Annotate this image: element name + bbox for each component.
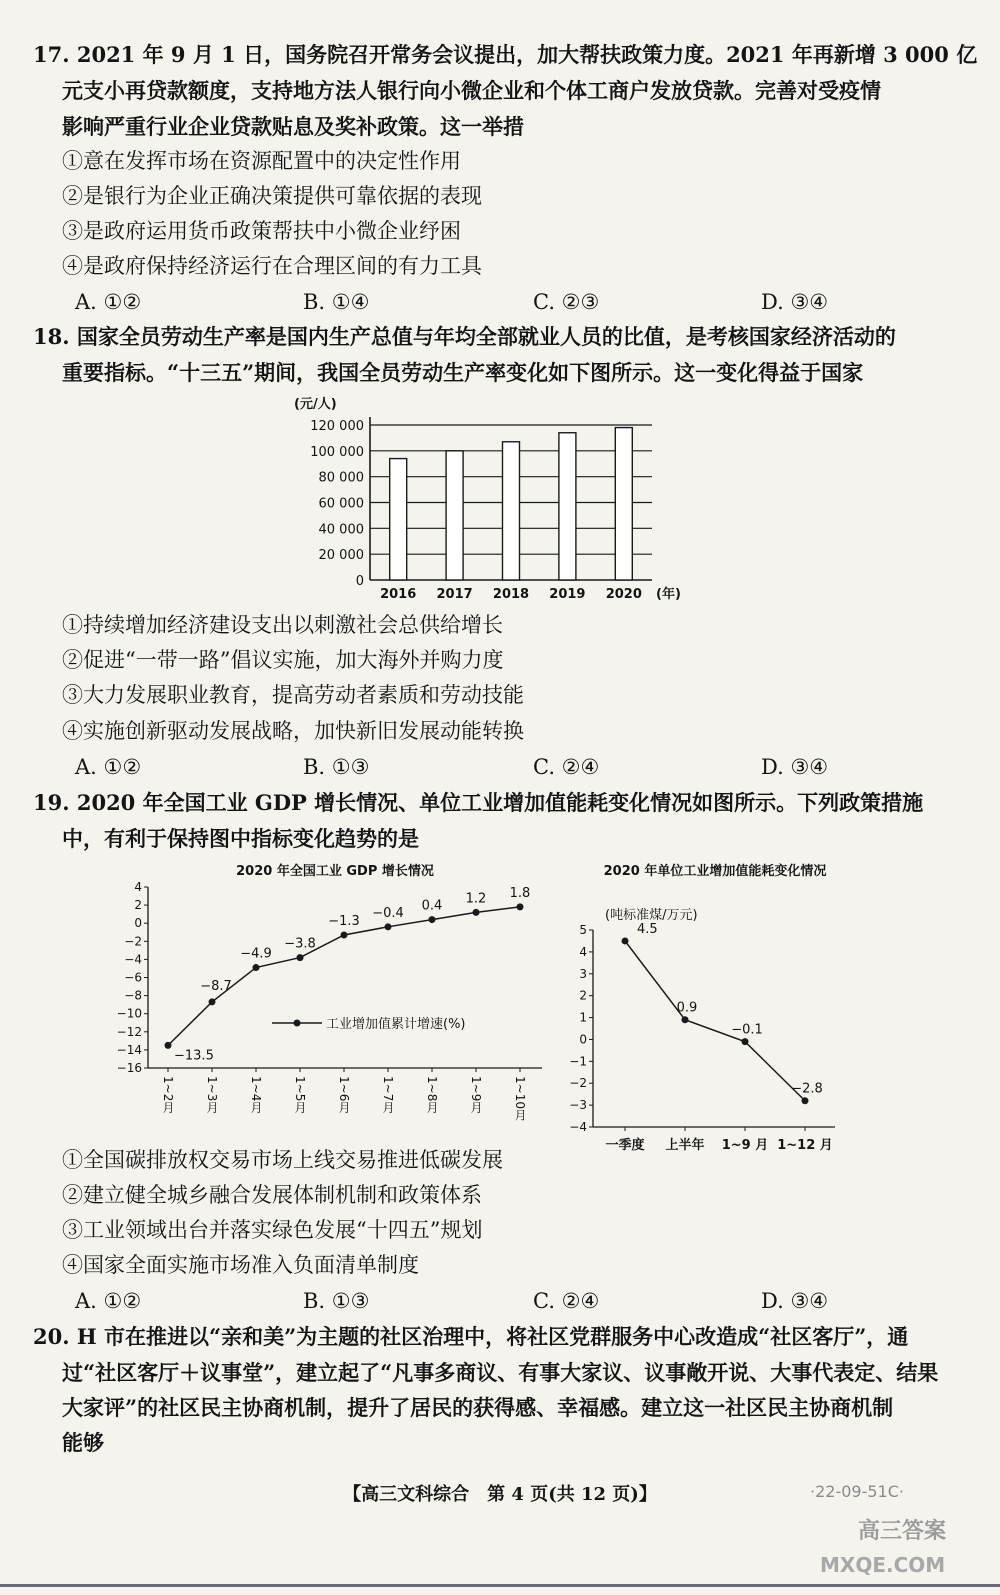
energy-consumption-line-chart <box>565 855 885 1153</box>
exam-code: ·22-09-51C· <box>810 1482 904 1501</box>
gdp-data-label: 1.8 <box>509 885 531 901</box>
y-tick-label: 100 000 <box>310 444 364 460</box>
y-tick-label: −8 <box>124 988 142 1003</box>
y-tick-label: 4 <box>579 944 587 959</box>
q18-options <box>75 752 865 782</box>
x-axis-unit-label: (年) <box>656 587 681 602</box>
energy-data-label: −2.8 <box>791 1081 823 1097</box>
x-tick-label: 2019 <box>549 587 586 602</box>
x-tick-label: 1~4月 <box>249 1076 263 1114</box>
q19-item-3: ③工业领域出台并落实绿色发展“十四五”规划 <box>62 1218 483 1242</box>
q20-stem-line-1: 20. H 市在推进以“亲和美”为主题的社区治理中，将社区党群服务中心改造成“社区客厅”，通 <box>33 1324 909 1349</box>
x-tick-label: 2016 <box>380 587 417 602</box>
q17-stem-line-3: 影响严重行业企业贷款贴息及奖补政策。这一举措 <box>62 114 524 139</box>
y-tick-label: −14 <box>116 1042 142 1057</box>
bar-2019 <box>559 433 576 580</box>
x-tick-label: 2017 <box>436 587 473 602</box>
gdp-data-label: −13.5 <box>174 1048 214 1064</box>
y-axis-unit-label: (吨标准煤/万元) <box>605 908 698 923</box>
q20-stem-line-3: 大家评”的社区民主协商机制，提升了居民的获得感、幸福感。建立这一社区民主协商机制 <box>62 1395 894 1420</box>
x-tick-label: 1~3月 <box>205 1076 219 1114</box>
gdp-point-5 <box>341 931 348 938</box>
y-tick-label: 3 <box>579 966 587 981</box>
q19-option-b: B. ①③ <box>303 1289 370 1313</box>
legend-marker <box>294 1020 301 1027</box>
q19-item-1: ①全国碳排放权交易市场上线交易推进低碳发展 <box>62 1148 503 1172</box>
x-tick-label: 1~6月 <box>337 1076 351 1114</box>
y-tick-label: 0 <box>579 1032 587 1047</box>
gdp-point-1 <box>165 1042 172 1049</box>
q18-item-2: ②促进“一带一路”倡议实施，加大海外并购力度 <box>62 648 504 672</box>
gdp-point-7 <box>429 916 436 923</box>
gdp-point-3 <box>253 964 260 971</box>
q17-option-a: A. ①② <box>75 290 142 314</box>
q18-item-1: ①持续增加经济建设支出以刺激社会总供给增长 <box>62 613 503 637</box>
y-tick-label: 2 <box>579 988 587 1003</box>
legend-label: 工业增加值累计增速(%) <box>326 1017 466 1032</box>
x-tick-label: 上半年 <box>665 1138 705 1153</box>
bar-2018 <box>503 442 520 580</box>
y-tick-label: −12 <box>116 1024 142 1039</box>
energy-point-2 <box>682 1016 689 1023</box>
y-tick-label: −2 <box>124 934 142 949</box>
q19-options <box>75 1286 865 1316</box>
x-tick-label: 1~9月 <box>469 1076 483 1114</box>
y-tick-label: −10 <box>116 1006 142 1021</box>
energy-series-line <box>625 941 805 1101</box>
y-tick-label: −16 <box>116 1061 142 1075</box>
watermark-url: MXQE.COM <box>820 1553 946 1577</box>
q18-item-4: ④实施创新驱动发展战略，加快新旧发展动能转换 <box>62 719 524 743</box>
q18-option-d: D. ③④ <box>761 755 829 779</box>
q19-stem-line-1: 19. 2020 年全国工业 GDP 增长情况、单位工业增加值能耗变化情况如图所示。下列政策措施 <box>33 790 924 815</box>
q20-stem-line-2: 过“社区客厅＋议事堂”，建立起了“凡事多商议、有事大家议、议事敞开说、大事代表定、结果 <box>62 1360 939 1385</box>
bar-2016 <box>390 459 407 580</box>
labor-productivity-bar-chart <box>280 390 700 610</box>
gdp-data-label: 1.2 <box>465 891 487 907</box>
watermark-text: 高三答案 <box>858 1519 947 1544</box>
bar-2020 <box>615 428 632 580</box>
y-tick-label: −3 <box>569 1098 587 1113</box>
x-tick-label: 1~9 月 <box>721 1138 769 1153</box>
q19-option-a: A. ①② <box>75 1289 142 1313</box>
q19-item-4: ④国家全面实施市场准入负面清单制度 <box>62 1253 419 1277</box>
q18-option-c: C. ②④ <box>533 755 600 779</box>
y-tick-label: 5 <box>579 923 587 937</box>
gdp-point-6 <box>385 923 392 930</box>
energy-data-label: 0.9 <box>676 1000 698 1016</box>
q18-stem-line-2: 重要指标。“十三五”期间，我国全员劳动生产率变化如下图所示。这一变化得益于国家 <box>62 360 864 385</box>
x-tick-label: 1~10月 <box>513 1076 527 1121</box>
q19-option-c: C. ②④ <box>533 1289 600 1313</box>
q17-option-b: B. ①④ <box>303 290 370 314</box>
x-tick-label: 2018 <box>492 587 530 602</box>
y-tick-label: 2 <box>134 898 142 913</box>
q18-stem-line-1: 18. 国家全员劳动生产率是国内生产总值与年均全部就业人员的比值，是考核国家经济活动的 <box>33 324 896 349</box>
y-tick-label: 60 000 <box>318 496 364 512</box>
gdp-point-8 <box>473 909 480 916</box>
gdp-data-label: 0.4 <box>421 898 443 914</box>
y-tick-label: −6 <box>124 970 142 985</box>
y-tick-label: −4 <box>124 952 142 967</box>
energy-data-label: 4.5 <box>637 921 658 937</box>
x-tick-label: 1~12 月 <box>777 1138 833 1153</box>
bar-2017 <box>446 451 463 580</box>
q17-options <box>75 287 865 317</box>
y-tick-label: 0 <box>355 574 364 589</box>
x-tick-label: 一季度 <box>605 1138 645 1153</box>
page-footer: 【高三文科综合 第 4 页(共 12 页)】 <box>343 1484 657 1505</box>
q17-item-2: ②是银行为企业正确决策提供可靠依据的表现 <box>62 184 482 208</box>
q17-option-d: D. ③④ <box>761 290 829 314</box>
gdp-data-label: −0.4 <box>372 905 404 921</box>
y-tick-label: 40 000 <box>318 522 364 538</box>
y-tick-label: −2 <box>569 1076 587 1091</box>
q17-stem-line-2: 元支小再贷款额度，支持地方法人银行向小微企业和个体工商户发放贷款。完善对受疫情 <box>62 78 881 103</box>
x-tick-label: 2020 <box>605 587 642 602</box>
y-tick-label: 80 000 <box>318 470 364 486</box>
chart-title: 2020 年单位工业增加值能耗变化情况 <box>603 864 827 879</box>
energy-point-4 <box>802 1097 809 1104</box>
y-axis-unit-label: (元/人) <box>294 397 337 412</box>
q18-option-b: B. ①③ <box>303 755 370 779</box>
energy-data-label: −0.1 <box>731 1022 763 1038</box>
y-tick-label: −4 <box>569 1120 587 1134</box>
q17-item-3: ③是政府运用货币政策帮扶中小微企业纾困 <box>62 219 461 243</box>
x-tick-label: 1~2月 <box>161 1076 175 1114</box>
energy-point-1 <box>622 937 629 944</box>
x-tick-label: 1~5月 <box>293 1076 307 1114</box>
energy-point-3 <box>742 1038 749 1045</box>
gdp-point-4 <box>297 954 304 961</box>
gdp-data-label: −3.8 <box>284 936 316 952</box>
chart-title: 2020 年全国工业 GDP 增长情况 <box>236 864 434 879</box>
y-tick-label: 120 000 <box>310 419 364 434</box>
x-tick-label: 1~7月 <box>381 1076 395 1114</box>
q19-item-2: ②建立健全城乡融合发展体制机制和政策体系 <box>62 1183 482 1207</box>
gdp-data-label: −4.9 <box>240 946 272 962</box>
q20-stem-line-4: 能够 <box>62 1430 104 1455</box>
gdp-data-label: −1.3 <box>328 913 360 929</box>
gdp-point-9 <box>517 903 524 910</box>
q17-option-c: C. ②③ <box>533 290 600 314</box>
q17-item-1: ①意在发挥市场在资源配置中的决定性作用 <box>62 149 461 173</box>
q18-option-a: A. ①② <box>75 755 142 779</box>
q17-item-4: ④是政府保持经济运行在合理区间的有力工具 <box>62 254 482 278</box>
q19-option-d: D. ③④ <box>761 1289 829 1313</box>
y-tick-label: −1 <box>569 1054 587 1069</box>
y-tick-label: 4 <box>134 880 142 894</box>
gdp-data-label: −8.7 <box>200 978 232 994</box>
y-tick-label: 1 <box>579 1010 587 1025</box>
gdp-point-2 <box>209 998 216 1005</box>
y-tick-label: 0 <box>134 916 142 931</box>
industrial-gdp-line-chart <box>100 855 560 1140</box>
bottom-rule <box>0 1584 1000 1587</box>
q19-stem-line-2: 中，有利于保持图中指标变化趋势的是 <box>62 826 419 851</box>
q18-item-3: ③大力发展职业教育，提高劳动者素质和劳动技能 <box>62 683 524 707</box>
y-tick-label: 20 000 <box>318 548 364 564</box>
x-tick-label: 1~8月 <box>425 1076 439 1114</box>
q17-stem-line-1: 17. 2021 年 9 月 1 日，国务院召开常务会议提出，加大帮扶政策力度。2021 年再新增 3 000 亿 <box>33 42 978 67</box>
